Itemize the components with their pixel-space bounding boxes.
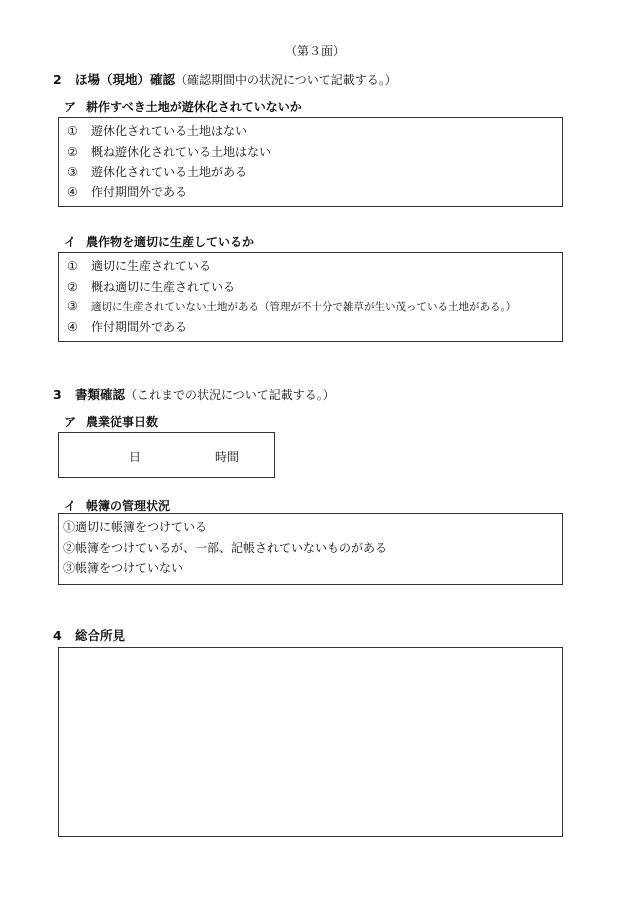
section-3a-title: 農業従事日数	[86, 415, 159, 429]
option-number: ②	[67, 145, 78, 159]
option-text: 作付期間外である	[91, 185, 188, 199]
section-2-note: （確認期間中の状況について記載する。）	[175, 73, 397, 87]
option-2a-4[interactable]	[67, 183, 187, 200]
option-3i-1[interactable]: ①適切に帳簿をつけている	[63, 520, 208, 534]
option-number: ②	[67, 280, 78, 294]
section-2-heading	[53, 70, 397, 88]
section-3i-mark: イ	[64, 499, 77, 513]
section-3-heading	[53, 385, 335, 403]
option-2i-2[interactable]	[67, 278, 235, 295]
option-text: 遊休化されている土地はない	[91, 124, 248, 138]
option-number: ①	[67, 124, 78, 138]
section-2i-title: 農作物を適切に生産しているか	[86, 235, 255, 249]
option-2i-1[interactable]	[67, 257, 211, 274]
section-3i-title: 帳簿の管理状況	[86, 499, 171, 513]
section-2-title: ほ場（現地）確認	[75, 72, 176, 87]
option-number: ③	[67, 299, 78, 313]
section-4-heading	[53, 626, 125, 644]
option-text: 作付期間外である	[91, 320, 188, 334]
section-2i-mark: イ	[64, 235, 77, 249]
option-text: 適切に生産されていない土地がある（管理が不十分で雑草が生い茂っている土地がある。）	[91, 301, 517, 313]
section-2a-heading	[64, 98, 302, 115]
section-4-number: 4	[53, 628, 62, 643]
option-3i-2[interactable]: ②帳簿をつけているが、一部、記帳されていないものがある	[63, 541, 388, 555]
option-3i-3[interactable]: ③帳簿をつけていない	[63, 561, 184, 575]
hour-unit-label: 時間	[215, 450, 240, 464]
option-text: 概ね遊休化されている土地はない	[91, 145, 272, 159]
section-2a-mark: ア	[64, 100, 77, 114]
section-2i-options-box	[58, 252, 563, 342]
section-3i-heading	[64, 497, 170, 514]
section-2-number: 2	[53, 72, 62, 87]
option-2a-1[interactable]	[67, 122, 247, 139]
option-number: ①	[67, 259, 78, 273]
option-number: ③	[67, 165, 78, 179]
farming-days-field[interactable]	[58, 432, 275, 478]
option-2i-4[interactable]	[67, 318, 187, 335]
section-3a-mark: ア	[64, 415, 77, 429]
section-3-number: 3	[53, 387, 62, 402]
section-2a-options-box	[58, 117, 563, 207]
section-3-note: （これまでの状況について記載する。）	[125, 388, 335, 402]
overall-findings-textbox[interactable]	[58, 647, 563, 837]
section-3a-heading	[64, 413, 158, 430]
option-text: 適切に生産されている	[91, 259, 212, 273]
option-text: 遊休化されている土地がある	[91, 165, 248, 179]
section-2i-heading	[64, 233, 254, 250]
page-number-label: （第３面）	[284, 44, 345, 58]
day-unit-label: 日	[129, 450, 142, 464]
section-3-title: 書類確認	[75, 387, 126, 402]
option-text: 概ね適切に生産されている	[91, 280, 236, 294]
option-2i-3[interactable]	[67, 299, 516, 314]
option-number: ④	[67, 185, 78, 199]
section-4-title: 総合所見	[75, 628, 126, 643]
option-2a-2[interactable]	[67, 143, 271, 160]
section-2a-title: 耕作すべき土地が遊休化されていないか	[86, 100, 302, 114]
section-3i-options-box	[58, 513, 563, 585]
option-2a-3[interactable]	[67, 163, 247, 180]
option-number: ④	[67, 320, 78, 334]
